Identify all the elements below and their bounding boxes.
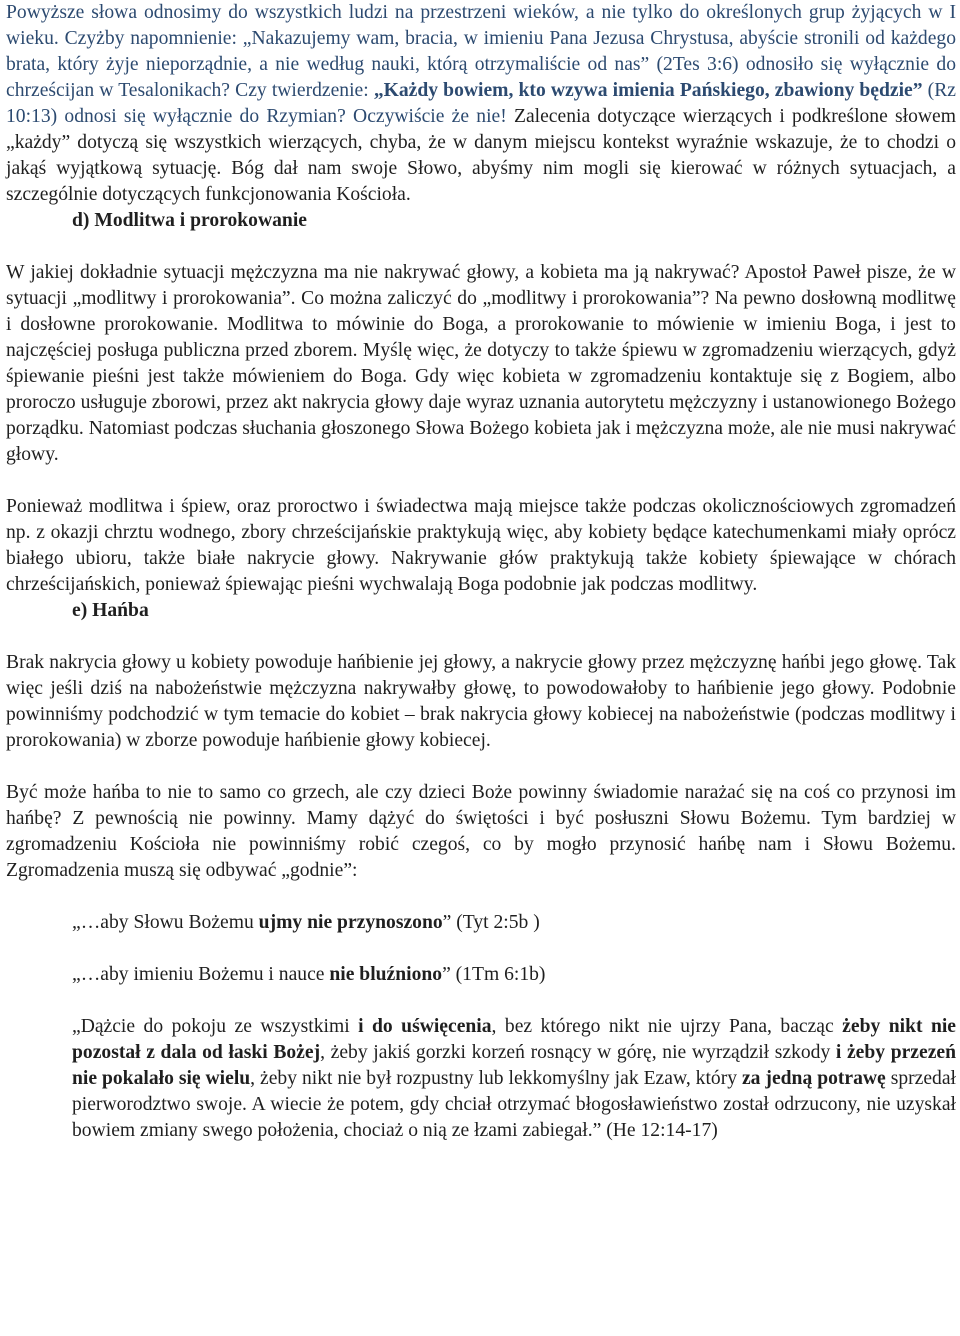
quote-titus-text-c: ” (Tyt 2:5b )	[442, 912, 540, 933]
paragraph-prayer-text-a: W jakiej dokładnie sytuacji mężczyzna ma nie nakrywać głowy, a kobieta ma ją nakrywać? Apostoł Paweł pisze, że w sytuacji „modlitwy i prorokowania”. Co można zaliczyć do „modlitwy i prorokowania”? Na pewno dosłowną modlitwę i dosłowne prorokowanie.	[6, 262, 956, 335]
quote-hebrews-bold-3: i żeby przezeń nie pokalało się wielu	[72, 1042, 956, 1089]
paragraph-intro-text-e: Bóg dał nam swoje Słowo, abyśmy nim mogli się kierować w różnych sytuacjach, a szczególnie dotyczących funkcjonowania Kościoła.	[6, 158, 956, 205]
quote-titus-text-a: „…aby Słowu Bożemu	[72, 912, 259, 933]
quote-hebrews	[6, 1014, 956, 1144]
paragraph-holiness: Być może hańba to nie to samo co grzech, ale czy dzieci Boże powinny świadomie narażać się na coś co przynosi im hańbę? Z pewnością nie powinny. Mamy dążyć do świętości i być posłuszni Słowu Bożemu. Tym bardziej w zgromadzeniu Kościoła nie powinniśmy robić czegoś, co by mogło przynosić hańbę nam i Słowu Bożemu. Zgromadzenia muszą się odbywać „godnie”:	[6, 782, 956, 881]
quote-timothy-text-a: „…aby imieniu Bożemu i nauce	[72, 964, 330, 985]
paragraph-intro-text-c: (Rz 10:13) odnosi się wyłącznie do Rzymian? Oczywiście że nie!	[6, 80, 956, 127]
paragraph-intro-text-a: Powyższe słowa odnosimy do wszystkich ludzi na przestrzeni wieków, a nie tylko do określonych grup żyjących w I wieku. Czyżby napomnienie: „Nakazujemy wam, bracia, w imieniu Pana Jezusa Chrystusa, abyście stronili od każdego brata, który żyje nieporządnie, a nie według nauki, którą otrzymaliście od nas” (2Tes 3:6) odnosiło się wyłącznie do chrześcijan w Tesalonikach? Czy twierdzenie:	[6, 2, 956, 101]
quote-titus-bold: ujmy nie przynoszono	[258, 912, 443, 933]
paragraph-intro-text-d: Zalecenia dotyczące wierzących i podkreślone słowem „każdy” dotyczą się wszystkich wierzących, chyba, że w danym miejscu kontekst wyraźnie wskazuje, że to chodzi o jakąś wyjątkową sytuację.	[6, 106, 956, 179]
quote-hebrews-bold-4: za jedną potrawę	[741, 1068, 886, 1089]
quote-hebrews-text-g: , żeby nikt nie był rozpustny lub lekkomyślny jak Ezaw, który	[250, 1068, 742, 1089]
quote-hebrews-bold-1: i do uświęcenia	[358, 1016, 492, 1037]
quote-timothy	[6, 962, 956, 988]
quote-timothy-bold: nie bluźniono	[329, 964, 443, 985]
paragraph-shame: Brak nakrycia głowy u kobiety powoduje hańbienie jej głowy, a nakrycie głowy przez mężczyznę hańbi jego głowę. Tak więc jeśli dziś na nabożeństwie mężczyzna nakrywałby głowę, to powodowałoby to hańbienie jego głowy. Podobnie powinniśmy podchodzić w tym temacie do kobiet – brak nakrycia głowy kobiecej na nabożeństwie (podczas modlitwy i prorokowania) w zborze powoduje hańbienie głowy kobiecej.	[6, 652, 956, 751]
quote-hebrews-bold-2: żeby nikt nie pozostał z dala od łaski Bożej	[72, 1016, 956, 1063]
paragraph-intro-bold-quote: „Każdy bowiem, kto wzywa imienia Pańskiego, zbawiony będzie”	[373, 80, 923, 101]
paragraph-singing: Ponieważ modlitwa i śpiew, oraz proroctwo i świadectwa mają miejsce także podczas okolicznościowych zgromadzeń np. z okazji chrztu wodnego, zbory chrześcijańskie praktykują więc, aby kobiety będące katechumenkami miały oprócz białego ubioru, także białe nakrycie głowy. Nakrywanie głów praktykują także kobiety śpiewające w chórach chrześcijańskich, ponieważ śpiewając pieśni wychwalają Boga podobnie jak podczas modlitwy.	[6, 496, 956, 595]
quote-hebrews-text-a: „Dążcie do pokoju ze wszystkimi	[72, 1016, 359, 1037]
section-heading-e: e) Hańba	[72, 600, 149, 621]
paragraph-prayer	[6, 260, 956, 468]
quote-timothy-text-c: ” (1Tm 6:1b)	[442, 964, 546, 985]
quote-hebrews-text-c: , bez którego nikt nie ujrzy Pana, bacząc	[491, 1016, 843, 1037]
paragraph-intro	[6, 0, 956, 208]
quote-hebrews-text-e: , żeby jakiś gorzki korzeń rosnący w górę, nie wyrządził szkody	[320, 1042, 836, 1063]
quote-hebrews-text-i: sprzedał pierworodztwo swoje. A wiecie że potem, gdy chciał otrzymać błogosławieństwo został odrzucony, nie uzyskał bowiem zmiany swego położenia, chociaż o nią ze łzami zabiegał.” (He 12:14-17)	[72, 1068, 956, 1141]
section-heading-d: d) Modlitwa i prorokowanie	[72, 210, 307, 231]
document-page	[6, 0, 956, 1144]
quote-titus	[6, 910, 956, 936]
paragraph-prayer-text-b: Modlitwa to mówinie do Boga, a prorokowanie to mówienie w imieniu Boga, i jest to najczęściej posługa publiczna przed zborem. Myślę więc, że dotyczy to także śpiewu w zgromadzeniu wierzących, gdyż śpiewanie pieśni jest także mówieniem do Boga. Gdy więc kobieta w zgromadzeniu kontaktuje się z Bogiem, albo proroczo usługuje zborowi, przez akt nakrycia głowy daje wyraz uznania autorytetu mężczyzny i ustanowionego Bożego porządku. Natomiast podczas słuchania głoszonego Słowa Bożego kobieta jak i mężczyzna może, ale nie musi nakrywać głowy.	[6, 314, 956, 465]
